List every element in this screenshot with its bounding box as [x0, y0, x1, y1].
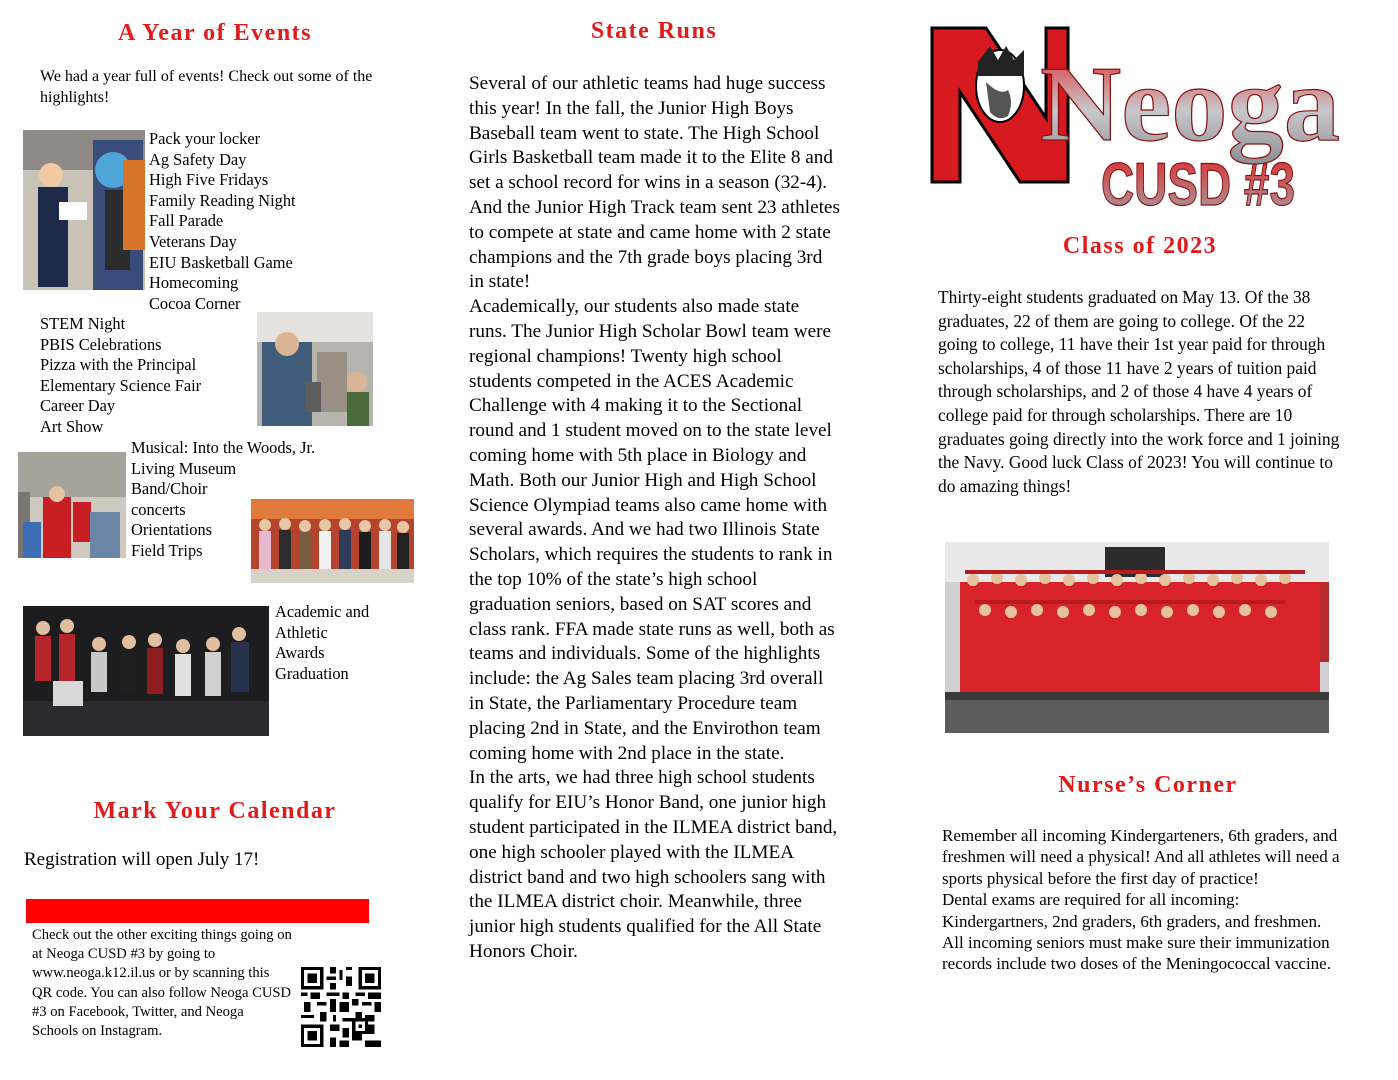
- state-runs-paragraph: Several of our athletic teams had huge success this year! In the fall, the Junior High Boys Baseball team went to state. The High School Girls Basketball team made it to the Elite 8 and set a school record for wins in a season (32-4). And the Junior High Track team sent 23 athletes to compete at state and came home with 2 state champions and the 7th grade boys placing 3rd in state!: [469, 73, 840, 293]
- calendar-title: Mark Your Calendar: [93, 798, 337, 824]
- list-item: Homecoming: [149, 273, 239, 293]
- list-item: Pizza with the Principal: [40, 355, 197, 375]
- list-item: PBIS Celebrations: [40, 334, 162, 354]
- list-item: Art Show: [40, 416, 104, 436]
- calendar-text: Registration will open July 17!: [24, 849, 260, 870]
- qr-code[interactable]: [301, 967, 381, 1047]
- state-runs-title: State Runs: [590, 18, 718, 44]
- list-item: Awards: [275, 643, 325, 663]
- logo-word: Neoga: [1040, 45, 1340, 164]
- events-intro: We had a year full of events! Check out some of the highlights!: [40, 68, 373, 106]
- list-item: Cocoa Corner: [149, 293, 241, 313]
- list-item: Veterans Day: [149, 231, 237, 251]
- list-item: Elementary Science Fair: [40, 375, 202, 395]
- neoga-logo: [928, 22, 1348, 217]
- list-item: Field Trips: [131, 540, 203, 560]
- list-item: Athletic: [275, 622, 328, 642]
- list-item: EIU Basketball Game: [149, 252, 293, 272]
- nurse-paragraph: All incoming seniors must make sure their immunization records include two doses of the Meningococcal vaccine.: [942, 933, 1331, 974]
- stem-night-photo: [257, 312, 373, 426]
- list-item: Career Day: [40, 396, 116, 416]
- list-item: Living Museum: [131, 458, 237, 478]
- list-item: Ag Safety Day: [149, 149, 247, 169]
- list-item: STEM Night: [40, 314, 126, 333]
- nurse-paragraph: Dental exams are required for all incoming: Kindergartners, 2nd graders, 6th graders, and freshmen.: [942, 890, 1322, 931]
- class-of-2023-text: Thirty-eight students graduated on May 13. Of the 38 graduates, 22 of them are going to college. Of the 22 going to college, 11 have their 1st year paid for through scholarships, 4 of those 11 have 2 years of tuition paid through scholarships, and 2 of those 4 have 4 years of college paid for through scholarships. There are 10 graduates going directly into the work force and 1 joining the Navy. Good luck Class of 2023! You will continue to do amazing things!: [938, 287, 1340, 496]
- event-list-4: [275, 602, 395, 684]
- class-of-2023-title: Class of 2023: [1062, 233, 1218, 259]
- list-item: Musical: Into the Woods, Jr.: [131, 438, 316, 457]
- list-item: concerts: [131, 499, 186, 519]
- logo-sub: CUSD #3: [1101, 151, 1295, 217]
- red-divider-bar: [26, 899, 369, 923]
- nurse-paragraph: Remember all incoming Kindergarteners, 6th graders, and freshmen will need a physical! And all athletes will need a sports physical before the first day of practice!: [942, 826, 1340, 888]
- state-runs-body: [469, 72, 841, 965]
- events-title: A Year of Events: [118, 20, 312, 46]
- state-runs-paragraph: In the arts, we had three high school students qualify for EIU’s Honor Band, one junior high student participated in the ILMEA district band, one high schooler played with the ILMEA district band and two high schoolers sang with the ILMEA district choir. Meanwhile, three junior high students qualified for the All State Honors Choir.: [469, 767, 838, 962]
- awards-photo: [23, 606, 269, 736]
- state-runs-paragraph: Academically, our students also made state runs. The Junior High Scholar Bowl team were regional champions! Twenty high school students competed in the ACES Academic Challenge with 4 making it to the Sectional round and 1 student moved on to the state level coming home with 5th place in Biology and Math. Both our Junior High and High School Science Olympiad teams also came home with several awards. And we had two Illinois State Scholars, which requires the students to rank in the top 10% of the state’s high school graduation seniors, based on SAT scores and class rank. FFA made state runs as well, both as teams and individuals. Some of the highlights include: the Ag Sales team placing 3rd overall in State, the Parliamentary Procedure team placing 2nd in State, and the Envirothon team coming home with 2nd place in the state.: [469, 296, 835, 764]
- graduates-photo: [945, 542, 1329, 733]
- list-item: Orientations: [131, 520, 213, 540]
- list-item: Pack your locker: [149, 129, 261, 148]
- list-item: Band/Choir: [131, 479, 208, 499]
- nurse-corner-title: Nurse’s Corner: [1058, 772, 1238, 798]
- list-item: High Five Fridays: [149, 170, 269, 190]
- event-list-2: [40, 314, 255, 438]
- list-item: Fall Parade: [149, 211, 224, 231]
- list-item: Academic and: [275, 602, 370, 621]
- pack-locker-photo: [23, 130, 145, 290]
- footer-text: Check out the other exciting things going on at Neoga CUSD #3 by going to www.neoga.k12.il.us or by scanning this QR code. You can also follow Neoga CUSD #3 on Facebook, Twitter, and Neoga Schools on Instagram.: [32, 927, 292, 1040]
- nurse-corner-body: [942, 825, 1347, 975]
- event-list-1: [149, 129, 389, 314]
- living-museum-photo: [251, 499, 414, 583]
- musical-photo: [18, 452, 126, 558]
- list-item: Family Reading Night: [149, 190, 296, 210]
- list-item: Graduation: [275, 663, 349, 683]
